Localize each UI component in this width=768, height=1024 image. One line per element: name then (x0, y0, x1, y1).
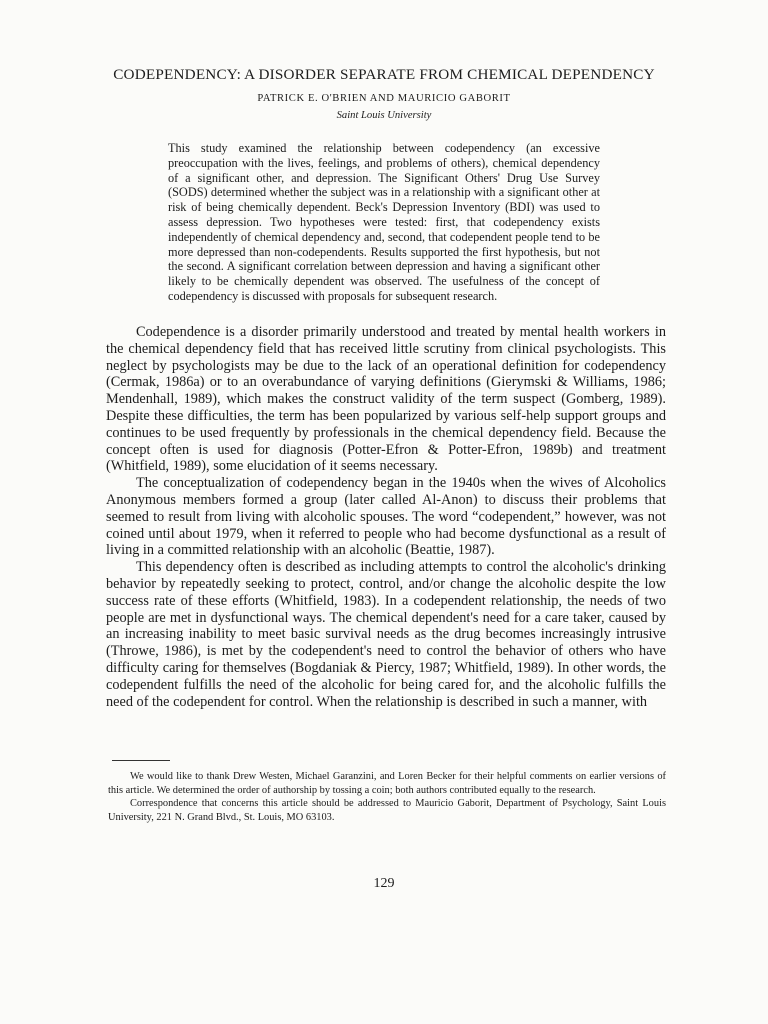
abstract: This study examined the relationship between codependency (an excessive preoccupation with the lives, feelings, and problems of others), chemical dependency of a significant other, and depression. The Significant Others' Drug Use Survey (SODS) determined whether the subject was in a relationship with a significant other at risk of being chemically dependent. Beck's Depression Inventory (BDI) was used to assess depression. Two hypotheses were tested: first, that codependency exists independently of chemical dependency and, second, that codependent people tend to be more depressed than non-codependents. Results supported the first hypothesis, but not the second. A significant correlation between depression and having a significant other likely to be chemically dependent was observed. The usefulness of the concept of codependency is discussed with proposals for subsequent research. (168, 141, 600, 303)
article-authors: PATRICK E. O'BRIEN AND MAURICIO GABORIT (257, 93, 511, 104)
author-affiliation: Saint Louis University (336, 110, 432, 121)
body-paragraph: Codependence is a disorder primarily understood and treated by mental health workers in the chemical dependency field that has received little scrutiny from clinical psychologists. This neglect by psychologists may be due to the lack of an operational definition for codependency (Cermak, 1986a) or to an overabundance of varying definitions (Gierymski & Williams, 1986; Mendenhall, 1989), which makes the construct validity of the term suspect (Gomberg, 1989). Despite these difficulties, the term has been popularized by various self-help support groups and continues to be used frequently by professionals in the chemical dependency field. Because the concept often is used for diagnosis (Potter-Efron & Potter-Efron, 1989b) and treatment (Whitfield, 1989), some elucidation of it seems necessary. (106, 324, 666, 475)
footnote-correspondence: Correspondence that concerns this article should be addressed to Mauricio Gaborit, Department of Psychology, Saint Louis University, 221 N. Grand Blvd., St. Louis, MO 63103. (108, 798, 666, 823)
body-paragraph: This dependency often is described as including attempts to control the alcoholic's drinking behavior by repeatedly seeking to protect, control, and/or change the alcoholic despite the low success rate of these efforts (Whitfield, 1983). In a codependent relationship, the needs of two people are met in dysfunctional ways. The chemical dependent's need for a care taker, caused by an increasing inability to meet basic survival needs as the drug becomes increasingly intrusive (Throwe, 1986), is met by the codependent's need to control the behavior of others who have difficulty caring for themselves (Bogdaniak & Piercy, 1987; Whitfield, 1989). In other words, the codependent fulfills the need of the alcoholic for being cared for, and the alcoholic fulfills the need of the codependent for control. When the relationship is described in such a manner, with (106, 559, 666, 710)
footnotes (108, 770, 666, 824)
footnote-divider (112, 760, 170, 761)
page-number: 129 (373, 876, 395, 891)
footnote-acknowledgments: We would like to thank Drew Westen, Michael Garanzini, and Loren Becker for their helpful comments on earlier versions of this article. We determined the order of authorship by tossing a coin; both authors contributed equally to the research. (108, 771, 666, 796)
article-title: CODEPENDENCY: A DISORDER SEPARATE FROM CHEMICAL DEPENDENCY (113, 66, 655, 83)
body-paragraph: The conceptualization of codependency began in the 1940s when the wives of Alcoholics Anonymous members formed a group (later called Al-Anon) to discuss their problems that seemed to result from living with alcoholic spouses. The word “codependent,” however, was not coined until about 1979, when it referred to people who had become dysfunctional as a result of living in a committed relationship with an alcoholic (Beattie, 1987). (106, 475, 666, 559)
body-text (106, 324, 666, 710)
